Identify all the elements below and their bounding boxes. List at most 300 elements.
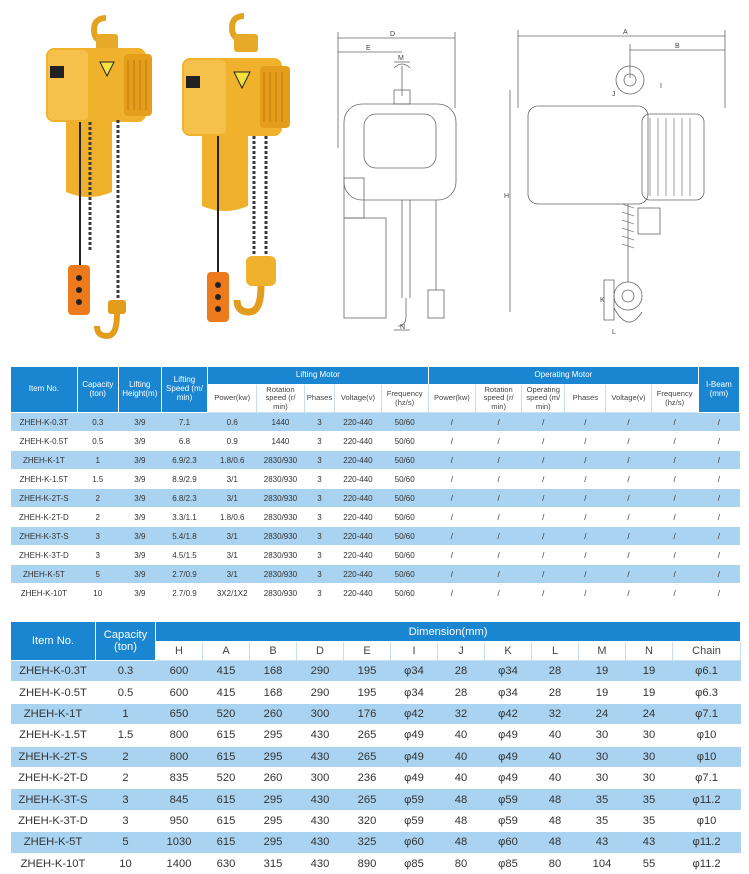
header-op-speed: Operating speed (m/ min) [522, 385, 565, 413]
header-item-no-2: Item No. [11, 622, 96, 661]
header-lift-voltage: Voltage(v) [335, 385, 381, 413]
dimension-cell: 35 [626, 810, 673, 831]
dimension-cell: 30 [626, 767, 673, 788]
header-lift-power: Power(kw) [208, 385, 257, 413]
hoist-photo-5t [174, 10, 299, 345]
dimension-cell: 300 [297, 767, 344, 788]
dimension-cell: 10 [96, 853, 156, 874]
dimension-cell: 40 [438, 725, 485, 746]
dimension-cell: 650 [156, 703, 203, 724]
dimension-column-header: L [532, 642, 579, 661]
dimension-cell: 30 [626, 746, 673, 767]
spec-cell: 10 [77, 584, 118, 603]
item-number-cell: ZHEH-K-10T [11, 584, 78, 603]
spec-cell: 3 [304, 470, 335, 489]
spec-cell: 0.6 [208, 413, 257, 432]
spec-cell: / [428, 565, 475, 584]
spec-cell: 0.3 [77, 413, 118, 432]
dimension-cell: φ42 [391, 703, 438, 724]
spec-cell: 220-440 [335, 565, 381, 584]
dim-label-m: M [398, 55, 404, 62]
spec-cell: / [606, 508, 651, 527]
spec-cell: / [522, 413, 565, 432]
dimension-cell: 430 [297, 853, 344, 874]
dimension-cell: φ34 [485, 661, 532, 682]
spec-cell: 2830/930 [257, 508, 304, 527]
dimension-cell: 325 [344, 832, 391, 853]
dimension-cell: 40 [532, 767, 579, 788]
dimension-cell: φ11.2 [673, 853, 741, 874]
spec-cell: / [606, 489, 651, 508]
dimension-cell: 35 [579, 789, 626, 810]
header-lifting-motor: Lifting Motor [208, 367, 429, 385]
spec-cell: 3/9 [118, 432, 161, 451]
dimension-cell: 430 [297, 789, 344, 810]
dimension-body [11, 661, 741, 874]
header-i-beam: I-Beam (mm) [698, 367, 739, 413]
spec-cell: 3/1 [208, 470, 257, 489]
item-number-cell: ZHEH-K-1.5T [11, 470, 78, 489]
item-number-cell: ZHEH-K-3T-S [11, 789, 96, 810]
table-row [11, 703, 741, 724]
spec-cell: 2830/930 [257, 546, 304, 565]
spec-cell: / [606, 565, 651, 584]
spec-cell: 6.9/2.3 [161, 451, 207, 470]
dimension-cell: φ7.1 [673, 703, 741, 724]
dimension-cell: 35 [579, 810, 626, 831]
dimension-cell: 28 [438, 661, 485, 682]
dimension-cell: φ10 [673, 746, 741, 767]
dimension-cell: 55 [626, 853, 673, 874]
spec-cell: / [522, 451, 565, 470]
dimension-cell: 3 [96, 789, 156, 810]
dimension-cell: 265 [344, 725, 391, 746]
header-item-no: Item No. [11, 367, 78, 413]
table-row [11, 470, 740, 489]
spec-cell: 50/60 [381, 432, 428, 451]
dimension-cell: 43 [579, 832, 626, 853]
spec-cell: / [428, 451, 475, 470]
spec-cell: 3/9 [118, 489, 161, 508]
dimension-cell: φ85 [391, 853, 438, 874]
table-row [11, 432, 740, 451]
dimension-cell: 80 [532, 853, 579, 874]
dimension-cell: 104 [579, 853, 626, 874]
dimension-cell: φ42 [485, 703, 532, 724]
spec-cell: 3 [77, 527, 118, 546]
dimension-cell: 615 [203, 725, 250, 746]
spec-cell: 5 [77, 565, 118, 584]
dimension-cell: 265 [344, 789, 391, 810]
table-row [11, 661, 741, 682]
spec-cell: / [651, 451, 698, 470]
dimension-cell: φ49 [391, 767, 438, 788]
spec-cell: 50/60 [381, 527, 428, 546]
dimension-cell: 30 [579, 767, 626, 788]
front-view-drawing [330, 28, 475, 338]
spec-cell: 1.8/0.6 [208, 508, 257, 527]
spec-cell: / [651, 584, 698, 603]
item-number-cell: ZHEH-K-2T-S [11, 746, 96, 767]
spec-cell: / [476, 432, 522, 451]
spec-cell: / [651, 508, 698, 527]
spec-cell: / [565, 584, 606, 603]
table-row [11, 767, 741, 788]
table-row [11, 810, 741, 831]
item-number-cell: ZHEH-K-5T [11, 565, 78, 584]
dimension-cell: φ34 [485, 682, 532, 703]
spec-cell: 2830/930 [257, 527, 304, 546]
item-number-cell: ZHEH-K-1.5T [11, 725, 96, 746]
item-number-cell: ZHEH-K-0.5T [11, 432, 78, 451]
dimension-cell: 1400 [156, 853, 203, 874]
dimension-cell: 30 [626, 725, 673, 746]
dimension-cell: 430 [297, 810, 344, 831]
item-number-cell: ZHEH-K-3T-D [11, 546, 78, 565]
spec-cell: 4.5/1.5 [161, 546, 207, 565]
dimension-cell: 265 [344, 746, 391, 767]
spec-cell: / [428, 584, 475, 603]
dimension-cell: 430 [297, 746, 344, 767]
spec-cell: / [565, 546, 606, 565]
header-op-voltage: Voltage(v) [606, 385, 651, 413]
spec-cell: 50/60 [381, 470, 428, 489]
spec-cell: 3 [304, 489, 335, 508]
dimension-column-header: N [626, 642, 673, 661]
dimension-cell: 40 [438, 746, 485, 767]
spec-cell: 2830/930 [257, 470, 304, 489]
spec-cell: 220-440 [335, 489, 381, 508]
spec-cell: 50/60 [381, 489, 428, 508]
dimension-cell: 290 [297, 661, 344, 682]
spec-cell: / [565, 565, 606, 584]
dimension-cell: 24 [579, 703, 626, 724]
spec-cell: 2 [77, 508, 118, 527]
item-number-cell: ZHEH-K-2T-S [11, 489, 78, 508]
spec-cell: / [522, 489, 565, 508]
spec-cell: / [428, 508, 475, 527]
spec-cell: / [522, 584, 565, 603]
item-number-cell: ZHEH-K-0.5T [11, 682, 96, 703]
spec-cell: / [565, 527, 606, 546]
item-number-cell: ZHEH-K-10T [11, 853, 96, 874]
item-number-cell: ZHEH-K-0.3T [11, 413, 78, 432]
spec-cell: / [428, 546, 475, 565]
spec-cell: 220-440 [335, 584, 381, 603]
spec-cell: 220-440 [335, 413, 381, 432]
spec-cell: / [606, 470, 651, 489]
dimension-cell: 290 [297, 682, 344, 703]
dimension-column-header: H [156, 642, 203, 661]
dimension-cell: φ6.1 [673, 661, 741, 682]
spec-cell: 3/9 [118, 565, 161, 584]
spec-cell: 50/60 [381, 413, 428, 432]
product-figures [0, 0, 749, 352]
dimension-cell: 32 [532, 703, 579, 724]
spec-cell: / [606, 584, 651, 603]
header-lifting-height: Lifting Height(m) [118, 367, 161, 413]
spec-cell: 2.7/0.9 [161, 584, 207, 603]
spec-cell: 1440 [257, 413, 304, 432]
dimension-cell: φ49 [391, 746, 438, 767]
dimension-cell: 19 [626, 661, 673, 682]
dim-label-b: B [675, 43, 680, 50]
dimension-cell: 168 [250, 661, 297, 682]
dimension-cell: 430 [297, 725, 344, 746]
spec-cell: / [476, 489, 522, 508]
dimension-cell: φ11.2 [673, 832, 741, 853]
spec-cell: / [428, 470, 475, 489]
dimension-table [10, 621, 741, 874]
table-row [11, 789, 741, 810]
header-lift-frequency: Frequency (hz/s) [381, 385, 428, 413]
spec-cell: 5.4/1.8 [161, 527, 207, 546]
spec-cell: 7.1 [161, 413, 207, 432]
dimension-column-header: J [438, 642, 485, 661]
dimension-cell: 295 [250, 725, 297, 746]
table-row [11, 746, 741, 767]
dimension-cell: 260 [250, 767, 297, 788]
spec-cell: 2.7/0.9 [161, 565, 207, 584]
dimension-column-header: K [485, 642, 532, 661]
spec-cell: / [476, 584, 522, 603]
spec-cell: 6.8 [161, 432, 207, 451]
table-row [11, 682, 741, 703]
spec-cell: / [565, 470, 606, 489]
spec-cell: 3 [304, 584, 335, 603]
dimension-cell: 615 [203, 746, 250, 767]
spec-cell: / [698, 527, 739, 546]
spec-cell: 3 [304, 546, 335, 565]
spec-cell: 220-440 [335, 546, 381, 565]
dim-label-d: D [390, 31, 395, 38]
spec-cell: 50/60 [381, 451, 428, 470]
item-number-cell: ZHEH-K-1T [11, 703, 96, 724]
dimension-cell: 30 [579, 725, 626, 746]
dimension-cell: φ85 [485, 853, 532, 874]
dimension-cell: 890 [344, 853, 391, 874]
spec-cell: / [698, 432, 739, 451]
spec-cell: 3/1 [208, 489, 257, 508]
spec-cell: / [606, 413, 651, 432]
spec-cell: 220-440 [335, 470, 381, 489]
item-number-cell: ZHEH-K-0.3T [11, 661, 96, 682]
header-op-phases: Phases [565, 385, 606, 413]
spec-cell: / [651, 432, 698, 451]
spec-cell: / [698, 508, 739, 527]
dimension-cell: φ60 [485, 832, 532, 853]
dimension-cell: φ59 [391, 789, 438, 810]
spec-cell: 6.8/2.3 [161, 489, 207, 508]
spec-cell: 50/60 [381, 508, 428, 527]
spec-cell: / [565, 432, 606, 451]
spec-cell: 3 [304, 413, 335, 432]
dimension-cell: 0.3 [96, 661, 156, 682]
spec-cell: 8.9/2.9 [161, 470, 207, 489]
dimension-cell: 236 [344, 767, 391, 788]
dimension-cell: 835 [156, 767, 203, 788]
dimension-column-header: I [391, 642, 438, 661]
header-capacity-2: Capacity (ton) [96, 622, 156, 661]
dimension-column-header: E [344, 642, 391, 661]
spec-cell: / [522, 432, 565, 451]
dimension-cell: 520 [203, 703, 250, 724]
item-number-cell: ZHEH-K-2T-D [11, 767, 96, 788]
dimension-cell: 615 [203, 789, 250, 810]
spec-cell: 3/9 [118, 584, 161, 603]
spec-cell: 3/9 [118, 527, 161, 546]
dimension-cell: 615 [203, 810, 250, 831]
dimension-cell: 2 [96, 746, 156, 767]
spec-cell: 220-440 [335, 527, 381, 546]
dimension-cell: φ59 [485, 810, 532, 831]
dimension-column-header: Chain [673, 642, 741, 661]
motor-spec-body [11, 413, 740, 603]
dimension-cell: 19 [579, 661, 626, 682]
dimension-cell: 3 [96, 810, 156, 831]
table-row [11, 413, 740, 432]
dimension-cell: 28 [438, 682, 485, 703]
spec-cell: / [522, 508, 565, 527]
dimension-cell: 40 [532, 725, 579, 746]
dimension-cell: φ49 [485, 767, 532, 788]
spec-cell: 220-440 [335, 508, 381, 527]
dimension-cell: φ49 [485, 746, 532, 767]
spec-cell: / [565, 451, 606, 470]
spec-cell: / [606, 546, 651, 565]
dimension-cell: 300 [297, 703, 344, 724]
dim-label-k: K [600, 297, 605, 304]
dim-label-i: I [660, 83, 662, 90]
dimension-cell: 48 [532, 789, 579, 810]
item-number-cell: ZHEH-K-1T [11, 451, 78, 470]
dimension-cell: 630 [203, 853, 250, 874]
dimension-cell: φ7.1 [673, 767, 741, 788]
spec-cell: 3.3/1.1 [161, 508, 207, 527]
item-number-cell: ZHEH-K-2T-D [11, 508, 78, 527]
spec-cell: 3/1 [208, 527, 257, 546]
spec-cell: / [651, 546, 698, 565]
dim-label-e: E [366, 45, 371, 52]
dimension-cell: 48 [438, 789, 485, 810]
dimension-cell: 48 [532, 810, 579, 831]
dimension-cell: φ49 [485, 725, 532, 746]
dim-label-j: J [612, 91, 616, 98]
dimension-cell: 48 [438, 810, 485, 831]
spec-cell: 1440 [257, 432, 304, 451]
spec-cell: 50/60 [381, 546, 428, 565]
dimension-cell: 845 [156, 789, 203, 810]
dim-label-l: L [612, 329, 616, 336]
spec-cell: / [698, 546, 739, 565]
spec-cell: / [565, 508, 606, 527]
dimension-cell: 800 [156, 725, 203, 746]
header-op-power: Power(kw) [428, 385, 475, 413]
dimension-cell: φ59 [485, 789, 532, 810]
dimension-cell: 295 [250, 746, 297, 767]
dimension-cell: 950 [156, 810, 203, 831]
spec-cell: / [522, 527, 565, 546]
header-lift-phases: Phases [304, 385, 335, 413]
dimension-cell: 0.5 [96, 682, 156, 703]
hoist-photo-1t [28, 10, 168, 345]
spec-cell: / [698, 413, 739, 432]
table-row [11, 489, 740, 508]
spec-cell: 2830/930 [257, 565, 304, 584]
spec-cell: / [698, 565, 739, 584]
spec-cell: 3/9 [118, 546, 161, 565]
header-dimension: Dimension(mm) [156, 622, 741, 642]
spec-cell: 2830/930 [257, 584, 304, 603]
dimension-cell: 615 [203, 832, 250, 853]
dimension-cell: 28 [532, 661, 579, 682]
dimension-column-header: A [203, 642, 250, 661]
dimension-cell: 1.5 [96, 725, 156, 746]
dimension-cell: φ59 [391, 810, 438, 831]
spec-cell: / [428, 527, 475, 546]
spec-cell: / [522, 470, 565, 489]
dimension-cell: 32 [438, 703, 485, 724]
table-row [11, 546, 740, 565]
spec-cell: / [698, 489, 739, 508]
dimension-cell: φ11.2 [673, 789, 741, 810]
spec-cell: 0.5 [77, 432, 118, 451]
spec-cell: / [606, 451, 651, 470]
spec-cell: 1.8/0.6 [208, 451, 257, 470]
spec-cell: / [565, 413, 606, 432]
spec-cell: 1 [77, 451, 118, 470]
spec-cell: / [428, 489, 475, 508]
spec-cell: / [698, 451, 739, 470]
spec-cell: / [651, 565, 698, 584]
dimension-cell: 2 [96, 767, 156, 788]
dimension-cell: 295 [250, 832, 297, 853]
table-row [11, 725, 741, 746]
spec-cell: 3 [304, 451, 335, 470]
dimension-cell: φ10 [673, 725, 741, 746]
spec-cell: 3/9 [118, 508, 161, 527]
header-operating-motor: Operating Motor [428, 367, 698, 385]
dimension-cell: φ34 [391, 682, 438, 703]
header-op-frequency: Frequency (hz/s) [651, 385, 698, 413]
spec-cell: / [522, 565, 565, 584]
spec-cell: 3 [304, 527, 335, 546]
spec-cell: 3/1 [208, 565, 257, 584]
dimension-cell: φ60 [391, 832, 438, 853]
item-number-cell: ZHEH-K-3T-S [11, 527, 78, 546]
dimension-cell: 176 [344, 703, 391, 724]
spec-cell: / [606, 432, 651, 451]
dimension-cell: φ10 [673, 810, 741, 831]
spec-cell: / [428, 413, 475, 432]
table-row [11, 508, 740, 527]
spec-cell: / [476, 546, 522, 565]
spec-cell: 3/9 [118, 470, 161, 489]
spec-cell: / [651, 413, 698, 432]
spec-cell: / [651, 527, 698, 546]
dimension-cell: 415 [203, 682, 250, 703]
dim-label-a: A [623, 29, 628, 36]
item-number-cell: ZHEH-K-5T [11, 832, 96, 853]
spec-cell: 3/9 [118, 451, 161, 470]
dimension-cell: 600 [156, 661, 203, 682]
header-capacity: Capacity (ton) [77, 367, 118, 413]
dimension-cell: 48 [532, 832, 579, 853]
dimension-cell: 260 [250, 703, 297, 724]
spec-cell: / [522, 546, 565, 565]
dimension-cell: 1 [96, 703, 156, 724]
table-row [11, 565, 740, 584]
